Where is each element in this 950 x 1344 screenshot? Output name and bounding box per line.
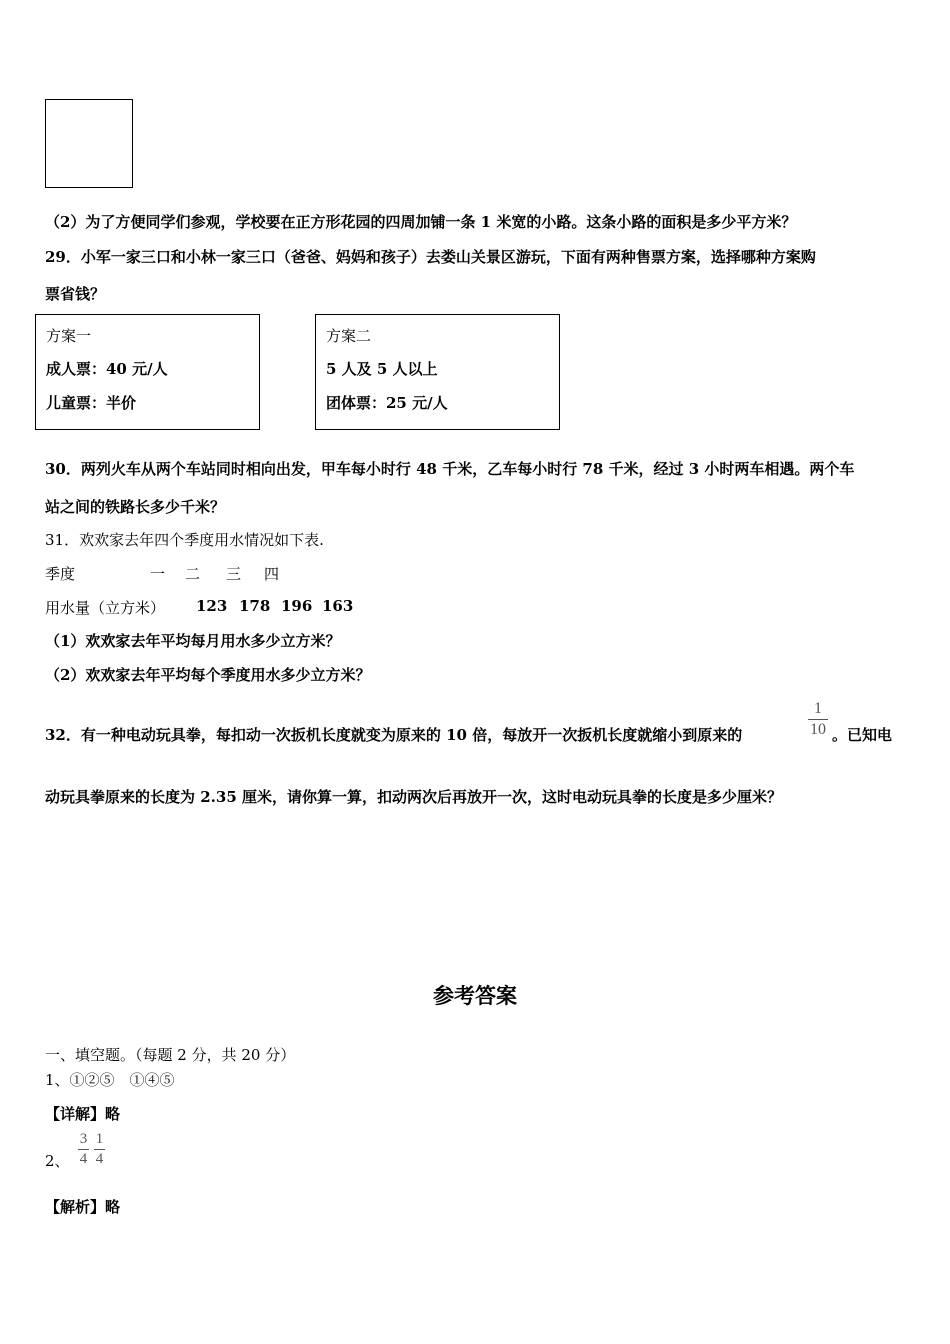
q31-quarter-4: 四: [264, 565, 280, 583]
q31-quarter-3: 三: [226, 565, 242, 583]
q29-line2: 票省钱？: [45, 285, 106, 303]
q31-quarter-2: 二: [185, 565, 201, 583]
answer-2-frac1-den: 4: [79, 1151, 88, 1167]
q32-frac-num: 1: [814, 700, 822, 717]
answers-title: 参考答案: [433, 983, 517, 1008]
q32-line1-post: 。已知电: [832, 726, 893, 744]
answers-section1: 一、填空题。（每题 2 分，共 20 分）: [45, 1046, 296, 1064]
plan1-child: 儿童票：半价: [46, 394, 137, 412]
plan1-adult: 成人票：40 元/人: [46, 360, 168, 378]
q32-fraction: [808, 701, 828, 738]
answer-2-fraction-1: [78, 1132, 89, 1167]
q31-intro: 31．欢欢家去年四个季度用水情况如下表.: [45, 531, 324, 549]
answer-2-label: 2、: [45, 1152, 70, 1170]
q31-value-1: 123: [196, 597, 228, 615]
answer-2-frac1-num: 3: [79, 1131, 88, 1147]
plan2-group: 团体票：25 元/人: [326, 394, 448, 412]
q31-row-label: 用水量（立方米）: [45, 599, 166, 617]
answer-2-frac2-den: 4: [95, 1151, 104, 1167]
answer-2-frac2-bar: [94, 1149, 105, 1150]
q32-frac-den: 10: [810, 721, 826, 738]
plan1-title: 方案一: [46, 327, 92, 345]
q32-frac-bar: [808, 719, 828, 720]
q30-line2: 站之间的铁路长多少千米？: [45, 498, 226, 516]
plan2-condition: 5 人及 5 人以上: [326, 360, 438, 378]
answer-2-frac2-num: 1: [95, 1131, 104, 1147]
q31-sub1: （1）欢欢家去年平均每月用水多少立方米？: [45, 632, 341, 650]
q32-line2: 动玩具拳原来的长度为 2.35 厘米，请你算一算，扣动两次后再放开一次，这时电动玩具拳的长度是多少厘米？: [45, 788, 782, 806]
answer-1: 1、①②⑤ ①④⑤: [45, 1071, 175, 1089]
q31-value-4: 163: [322, 597, 354, 615]
q28-part2: （2）为了方便同学们参观，学校要在正方形花园的四周加铺一条 1 米宽的小路。这条小路的面积是多少平方米？: [45, 213, 797, 231]
q31-value-3: 196: [281, 597, 313, 615]
plan2-title: 方案二: [326, 327, 372, 345]
q31-quarter-1: 一: [150, 565, 166, 583]
plan2-box: [315, 314, 560, 430]
q32-line1-pre: 32．有一种电动玩具拳，每扣动一次扳机长度就变为原来的 10 倍，每放开一次扳机长度就缩小到原来的: [45, 726, 743, 744]
q31-value-2: 178: [239, 597, 271, 615]
q31-header-label: 季度: [45, 565, 76, 583]
square-garden-figure: [45, 99, 133, 188]
q31-sub2: （2）欢欢家去年平均每个季度用水多少立方米？: [45, 666, 371, 684]
answer-2-fraction-2: [94, 1132, 105, 1167]
q29-line1: 29．小军一家三口和小林一家三口（爸爸、妈妈和孩子）去娄山关景区游玩，下面有两种售票方案，选择哪种方案购: [45, 248, 816, 266]
answer-2-explain: 【解析】略: [45, 1198, 121, 1216]
q30-line1: 30．两列火车从两个车站同时相向出发，甲车每小时行 48 千米，乙车每小时行 78 千米，经过 3 小时两车相遇。两个车: [45, 460, 855, 478]
answer-2-frac1-bar: [78, 1149, 89, 1150]
answer-1-explain: 【详解】略: [45, 1105, 121, 1123]
plan1-box: [35, 314, 260, 430]
